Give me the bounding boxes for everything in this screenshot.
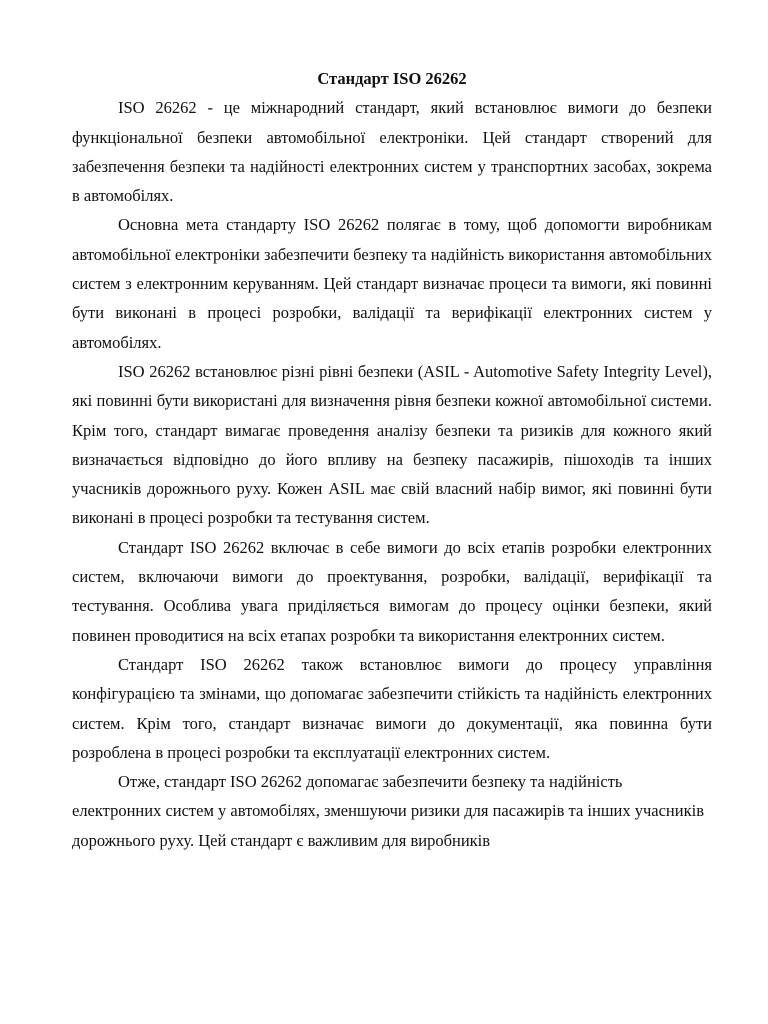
paragraph-configuration-management: Стандарт ISO 26262 також встановлює вимоги до процесу управління конфігурацією та змінами, що допомагає забезпечити стійкість та надійність електронних систем. Крім того, стандарт визначає вимоги до документації, яка повинна бути розроблена в процесі розробки та експлуатації електронних систем.	[72, 654, 712, 762]
document-title: Стандарт ISO 26262	[317, 69, 467, 88]
paragraph-intro: ISO 26262 - це міжнародний стандарт, який встановлює вимоги до безпеки функціональної безпеки автомобільної електроніки. Цей стандарт створений для забезпечення безпеки та надійності електронних систем у транспортних засобах, зокрема в автомобілях.	[72, 98, 712, 206]
paragraph-main-goal: Основна мета стандарту ISO 26262 полягає в тому, щоб допомогти виробникам автомобільної електроніки забезпечити безпеку та надійність використання автомобільних систем з електронним керуванням. Цей стандарт визначає процеси та вимоги, які повинні бути виконані в процесі розробки, валідації та верифікації електронних систем у автомобілях.	[72, 215, 712, 352]
document-body	[72, 64, 712, 855]
paragraph-asil: ISO 26262 встановлює різні рівні безпеки (ASIL - Automotive Safety Integrity Level), які повинні бути використані для визначення рівня безпеки кожної автомобільної системи. Крім того, стандарт вимагає проведення аналізу безпеки та ризиків для кожного який визначається відповідно до його впливу на безпеку пасажирів, пішоходів та інших учасників дорожнього руху. Кожен ASIL має свій власний набір вимог, які повинні бути виконані в процесі розробки та тестування систем.	[72, 361, 712, 528]
paragraph-development-stages: Стандарт ISO 26262 включає в себе вимоги до всіх етапів розробки електронних систем, включаючи вимоги до проектування, розробки, валідації, верифікації та тестування. Особлива увага приділяється вимогам до процесу оцінки безпеки, який повинен проводитися на всіх етапах розробки та використання електронних систем.	[72, 537, 712, 645]
paragraph-conclusion: Отже, стандарт ISO 26262 допомагає забезпечити безпеку та надійність електронних систем у автомобілях, зменшуючи ризики для пасажирів та інших учасників дорожнього руху. Цей стандарт є важливим для виробників	[72, 772, 704, 850]
